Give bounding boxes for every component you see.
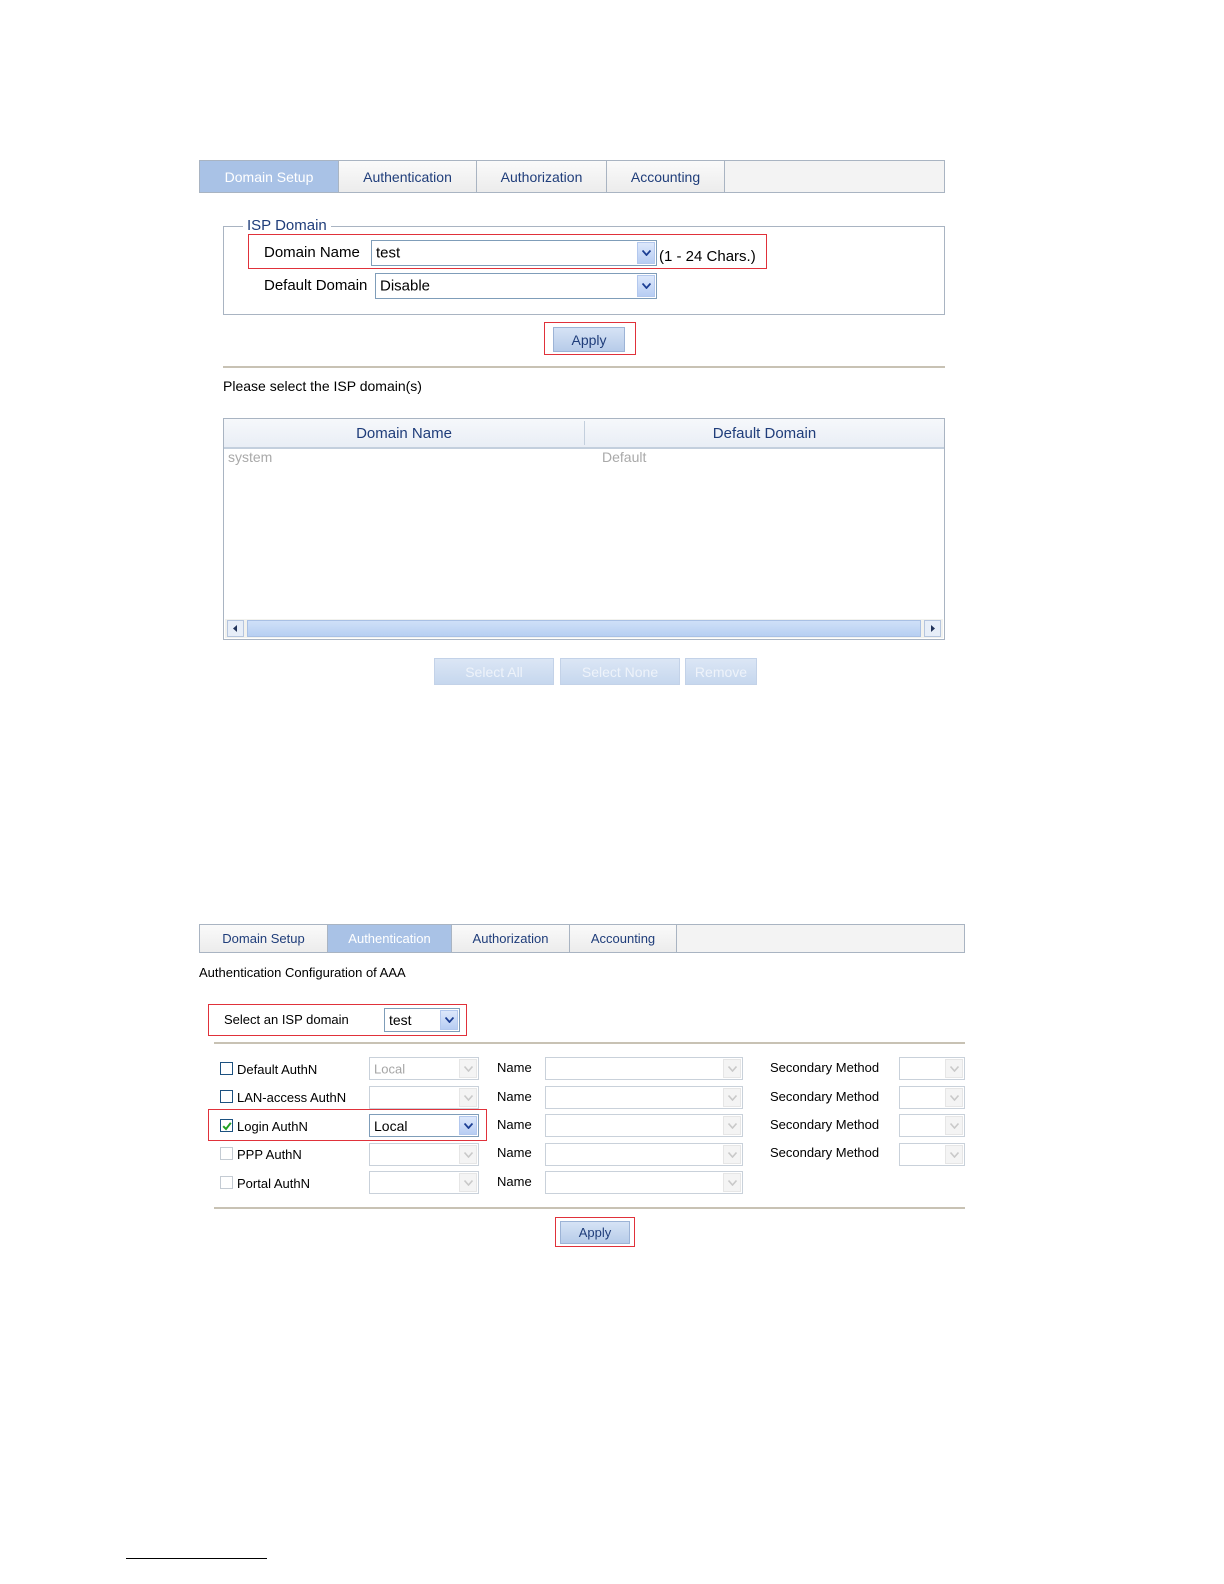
chevron-down-icon[interactable] (945, 1116, 963, 1135)
lan-access-authn-label: LAN-access AuthN (237, 1090, 347, 1105)
table-row[interactable] (224, 449, 944, 469)
highlight-domain-name (248, 234, 767, 269)
lan-access-authn-checkbox[interactable] (220, 1090, 233, 1103)
chevron-down-icon[interactable] (459, 1173, 477, 1192)
ppp-authn-label: PPP AuthN (237, 1147, 302, 1162)
chevron-down-icon[interactable] (637, 275, 655, 297)
tab-authentication[interactable]: Authentication (339, 161, 477, 192)
tabbar-filler (677, 925, 964, 952)
highlight-isp-select (208, 1004, 467, 1036)
tab-domain-setup[interactable]: Domain Setup (200, 161, 339, 192)
horizontal-scrollbar[interactable] (225, 619, 943, 638)
default-authn-secondary-label: Secondary Method (770, 1060, 880, 1075)
select-prompt: Please select the ISP domain(s) (223, 378, 422, 394)
chevron-down-icon[interactable] (723, 1116, 741, 1135)
select-all-button[interactable]: Select All (434, 658, 554, 685)
default-authn-method-select[interactable] (369, 1057, 479, 1080)
portal-authn-method-select[interactable] (369, 1171, 479, 1194)
bottom-tabbar (199, 924, 965, 953)
tabbar-filler (725, 161, 944, 192)
default-domain-value: Disable (380, 277, 431, 295)
portal-authn-name-label: Name (497, 1174, 532, 1189)
chevron-down-icon[interactable] (459, 1088, 477, 1107)
select-none-button[interactable]: Select None (560, 658, 680, 685)
highlight-apply (555, 1217, 635, 1247)
highlight-login-authn (208, 1109, 487, 1141)
isp-domain-value: test (389, 1012, 412, 1028)
chevron-down-icon[interactable] (945, 1059, 963, 1078)
isp-domain-legend: ISP Domain (243, 217, 331, 234)
remove-button[interactable]: Remove (685, 658, 757, 685)
portal-authn-checkbox[interactable] (220, 1176, 233, 1189)
ppp-authn-secondary-select[interactable] (899, 1143, 965, 1166)
lan-access-authn-secondary-select[interactable] (899, 1086, 965, 1109)
default-authn-name-label: Name (497, 1060, 532, 1075)
footnote-rule (126, 1558, 267, 1559)
apply-button[interactable]: Apply (560, 1221, 630, 1244)
login-authn-name-label: Name (497, 1117, 532, 1132)
domain-name-value: test (376, 244, 401, 262)
scroll-thumb[interactable] (247, 620, 921, 637)
tab-accounting[interactable]: Accounting (607, 161, 725, 192)
row-domain-name: system (228, 449, 273, 465)
tab-authentication[interactable]: Authentication (328, 925, 452, 952)
lan-access-authn-name-select[interactable] (545, 1086, 743, 1109)
tab-domain-setup[interactable]: Domain Setup (200, 925, 328, 952)
login-authn-label: Login AuthN (237, 1119, 308, 1134)
divider (223, 366, 945, 368)
default-authn-method-value: Local (374, 1061, 406, 1076)
login-authn-secondary-select[interactable] (899, 1114, 965, 1137)
isp-select-label: Select an ISP domain (224, 1012, 349, 1027)
portal-authn-name-select[interactable] (545, 1171, 743, 1194)
top-tabbar (199, 160, 945, 193)
portal-authn-label: Portal AuthN (237, 1176, 310, 1191)
domain-name-label: Domain Name (264, 244, 360, 261)
chevron-down-icon[interactable] (723, 1145, 741, 1164)
chevron-down-icon[interactable] (723, 1059, 741, 1078)
lan-access-authn-method-select[interactable] (369, 1086, 479, 1109)
domain-table (223, 418, 945, 640)
ppp-authn-name-select[interactable] (545, 1143, 743, 1166)
chevron-down-icon[interactable] (459, 1145, 477, 1164)
default-domain-label: Default Domain (264, 277, 368, 294)
ppp-authn-method-select[interactable] (369, 1143, 479, 1166)
tab-authorization[interactable]: Authorization (452, 925, 570, 952)
divider (214, 1042, 965, 1044)
auth-config-heading: Authentication Configuration of AAA (199, 965, 406, 980)
login-authn-method-value: Local (374, 1117, 408, 1134)
chevron-down-icon[interactable] (459, 1059, 477, 1078)
tab-accounting[interactable]: Accounting (570, 925, 677, 952)
highlight-apply (544, 322, 636, 355)
chevron-down-icon[interactable] (945, 1145, 963, 1164)
ppp-authn-checkbox[interactable] (220, 1147, 233, 1160)
row-default-domain: Default (602, 449, 647, 465)
table-header (224, 419, 944, 449)
scroll-right-icon[interactable] (924, 620, 941, 637)
domain-name-hint: (1 - 24 Chars.) (659, 248, 756, 265)
column-header-domain-name[interactable]: Domain Name (356, 425, 452, 442)
chevron-down-icon[interactable] (945, 1088, 963, 1107)
lan-access-authn-secondary-label: Secondary Method (770, 1089, 880, 1104)
chevron-down-icon[interactable] (723, 1088, 741, 1107)
chevron-down-icon[interactable] (723, 1173, 741, 1192)
apply-button[interactable]: Apply (553, 327, 625, 352)
column-header-default-domain[interactable]: Default Domain (712, 425, 817, 442)
default-authn-name-select[interactable] (545, 1057, 743, 1080)
login-authn-secondary-label: Secondary Method (770, 1117, 880, 1132)
lan-access-authn-name-label: Name (497, 1089, 532, 1104)
divider (214, 1207, 965, 1209)
ppp-authn-secondary-label: Secondary Method (770, 1145, 880, 1160)
default-authn-label: Default AuthN (237, 1062, 318, 1077)
scroll-left-icon[interactable] (227, 620, 244, 637)
login-authn-name-select[interactable] (545, 1114, 743, 1137)
ppp-authn-name-label: Name (497, 1145, 532, 1160)
default-authn-checkbox[interactable] (220, 1062, 233, 1075)
default-authn-secondary-select[interactable] (899, 1057, 965, 1080)
tab-authorization[interactable]: Authorization (477, 161, 607, 192)
default-domain-select[interactable] (375, 273, 657, 299)
